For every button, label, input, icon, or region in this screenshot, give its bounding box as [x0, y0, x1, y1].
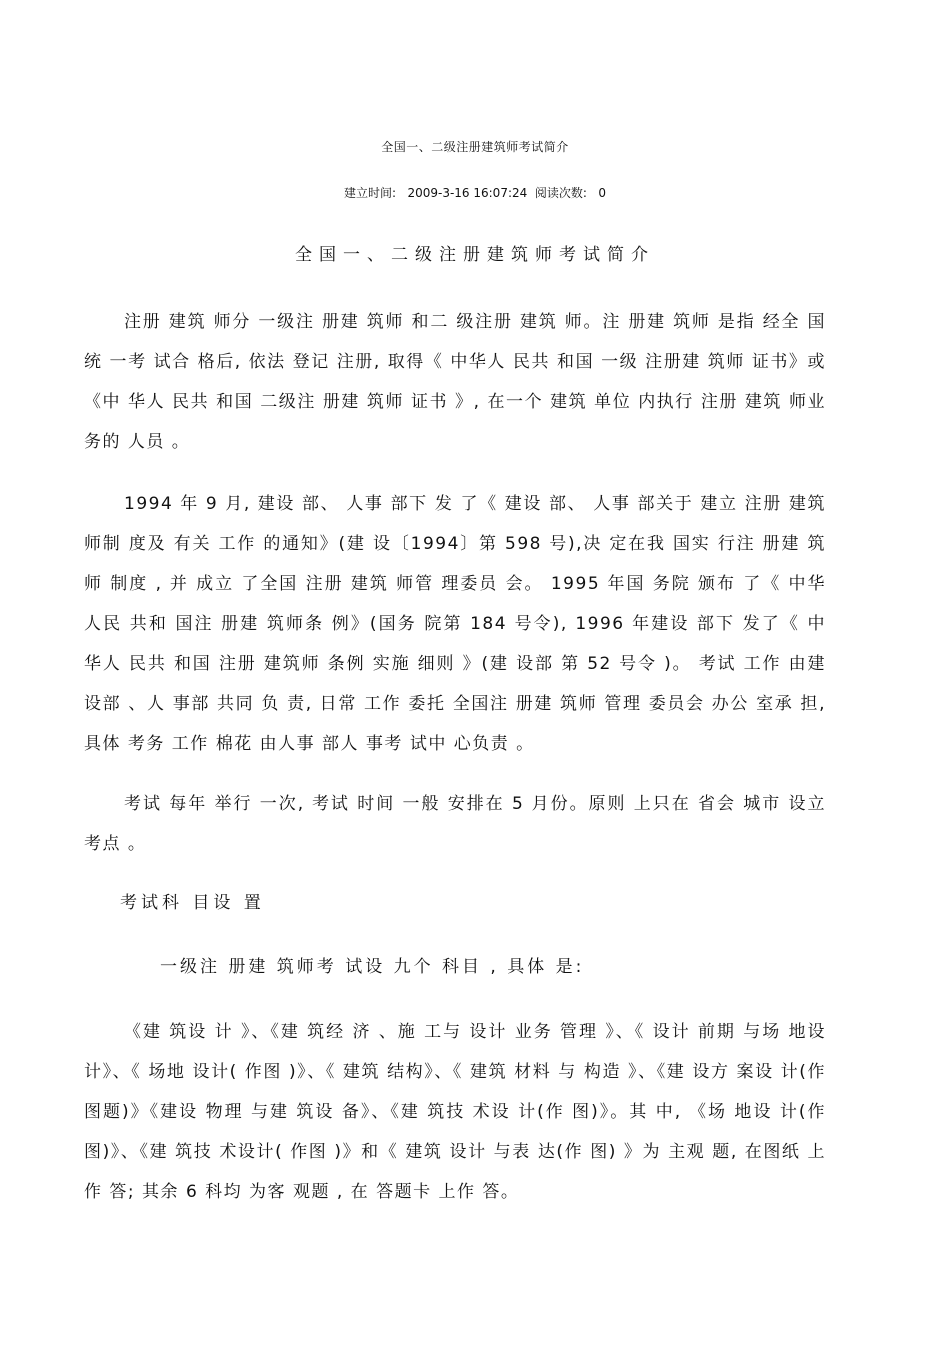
created-value: 2009-3-16 16:07:24: [407, 186, 528, 200]
created-label: 建立时间:: [343, 186, 396, 200]
paragraph-subjects: 《建 筑设 计 》、《建 筑经 济 、施 工与 设计 业务 管理 》、《 设计 前期 与场 地设 计》、《 场地 设计( 作图 )》、《 建筑 结构》、《 建筑 材料 与 构造 》、《建 设方 案设 计(作 图题)》《建设 物理 与建 筑设 备》、《建 筑技 术设 计(作 图)》。其 中, 《场 地设 计(作 图)》、《建 筑技 术设计( 作图 )》和《 建筑 设计 与表 达(作 图) 》为 主观 题, 在图纸 上作 答; 其余 6 科均 为客 观题 , 在 答题卡 上作 答。: [84, 1022, 826, 1202]
paragraph-history: 1994 年 9 月, 建设 部、 人事 部下 发 了《 建设 部、 人事 部关于 建立 注册 建筑 师制 度及 有关 工作 的通知》(建 设〔1994〕第 598 号),决 定在我 国实 行注 册建 筑师 制度 , 并 成立 了全国 注册 建筑 师管 理委员 会。 1995 年国 务院 颁布 了《 中华 人民 共和 国注 册建 筑师条 例》(国务 院第 184 号令), 1996 年建设 部下 发了《 中 华人 民共 和国 注册 建筑师 条例 实施 细则 》(建 设部 第 52 号令 )。 考试 工作 由建 设部 、人 事部 共同 负 责, 日常 工作 委托 全国注 册建 筑师 管理 委员会 办公 室承 担, 具体 考务 工作 棉花 由人事 部人 事考 试中 心负责 。: [84, 494, 826, 754]
reads-value: 0: [598, 186, 607, 200]
article-heading: 全国一、二级注册建筑师考试简介: [295, 245, 655, 265]
section-heading: 考试科 目设 置: [120, 893, 265, 913]
page-title: 全国一、二级注册建筑师考试简介: [381, 140, 569, 154]
paragraph-schedule: 考试 每年 举行 一次, 考试 时间 一般 安排在 5 月份。原则 上只在 省会 城市 设立 考点 。: [84, 794, 826, 854]
reads-label: 阅读次数:: [534, 186, 587, 200]
sub-heading: 一级注 册建 筑师考 试设 九个 科目 , 具体 是:: [160, 957, 585, 977]
article-meta: [0, 184, 950, 201]
paragraph-intro: 注册 建筑 师分 一级注 册建 筑师 和二 级注册 建筑 师。注 册建 筑师 是指 经全 国统 一考 试合 格后, 依法 登记 注册, 取得《 中华人 民共 和国 一级 注册建 筑师 证书》或《中 华人 民共 和国 二级注 册建 筑师 证书 》, 在一个 建筑 单位 内执行 注册 建筑 师业 务的 人员 。: [84, 312, 826, 452]
